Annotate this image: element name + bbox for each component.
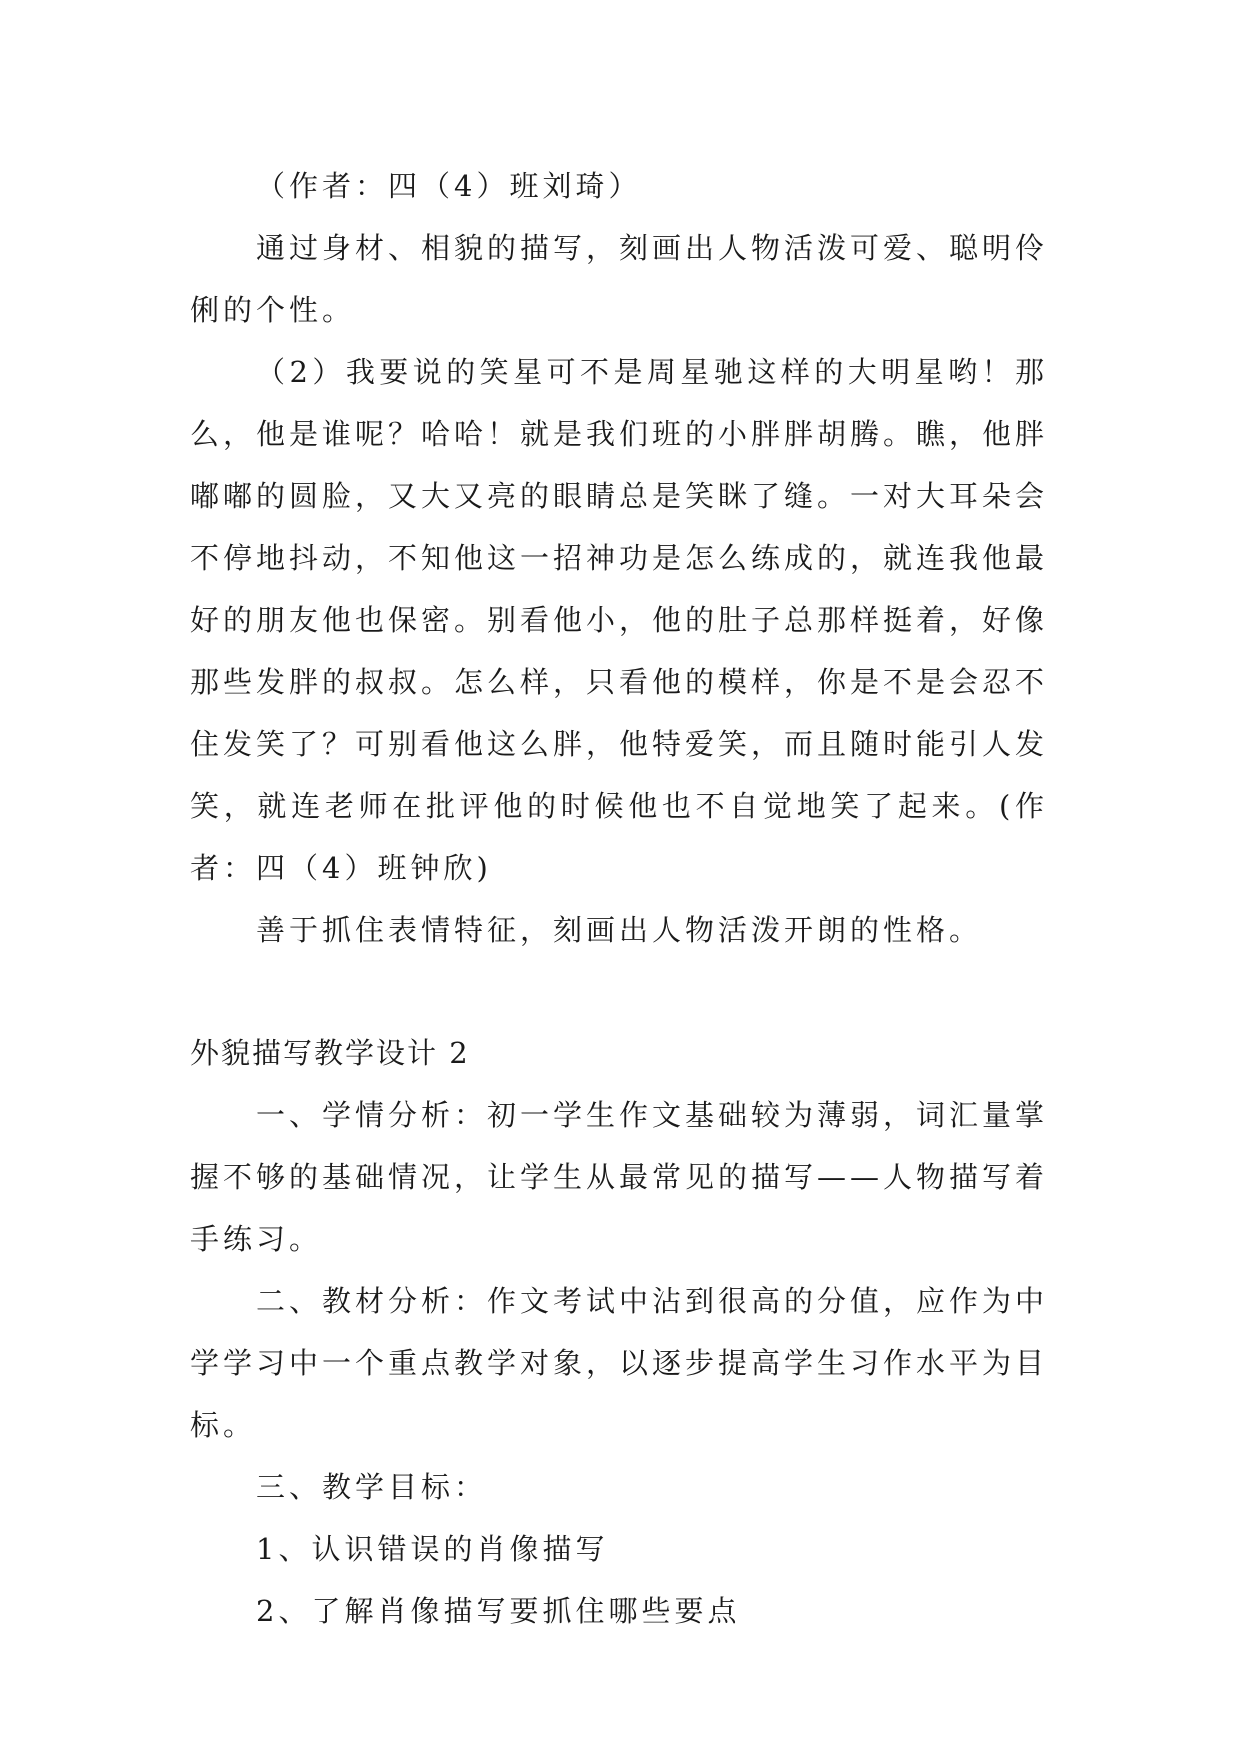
objective-item: 2、了解肖像描写要抓住哪些要点 bbox=[256, 1594, 741, 1628]
example-paragraph: （2）我要说的笑星可不是周星驰这样的大明星哟！那么，他是谁呢？哈哈！就是我们班的小胖胖胡腾。瞧，他胖嘟嘟的圆脸，又大又亮的眼睛总是笑眯了缝。一对大耳朵会不停地抖动，不知他这一招神功是怎么练成的，就连我他最好的朋友他也保密。别看他小，他的肚子总那样挺着，好像那些发胖的叔叔。怎么样，只看他的模样，你是不是会忍不住发笑了？可别看他这么胖，他特爱笑，而且随时能引人发笑，就连老师在批评他的时候他也不自觉地笑了起来。(作者：四（4）班钟欣) bbox=[190, 355, 1049, 885]
material-analysis-paragraph: 二、教材分析：作文考试中沾到很高的分值，应作为中学学习中一个重点教学对象，以逐步提高学生习作水平为目标。 bbox=[190, 1284, 1049, 1442]
commentary-paragraph: 善于抓住表情特征，刻画出人物活泼开朗的性格。 bbox=[256, 913, 983, 947]
commentary-paragraph: 通过身材、相貌的描写，刻画出人物活泼可爱、聪明伶俐的个性。 bbox=[190, 231, 1049, 327]
objectives-heading: 三、教学目标： bbox=[256, 1470, 488, 1504]
learning-analysis-paragraph: 一、学情分析：初一学生作文基础较为薄弱，词汇量掌握不够的基础情况，让学生从最常见的描写——人物描写着手练习。 bbox=[190, 1098, 1049, 1256]
section-title: 外貌描写教学设计 2 bbox=[190, 1036, 470, 1070]
objective-item: 1、认识错误的肖像描写 bbox=[256, 1532, 609, 1566]
document-page bbox=[190, 155, 1048, 1642]
author-credit: （作者：四（4）班刘琦） bbox=[256, 169, 642, 203]
